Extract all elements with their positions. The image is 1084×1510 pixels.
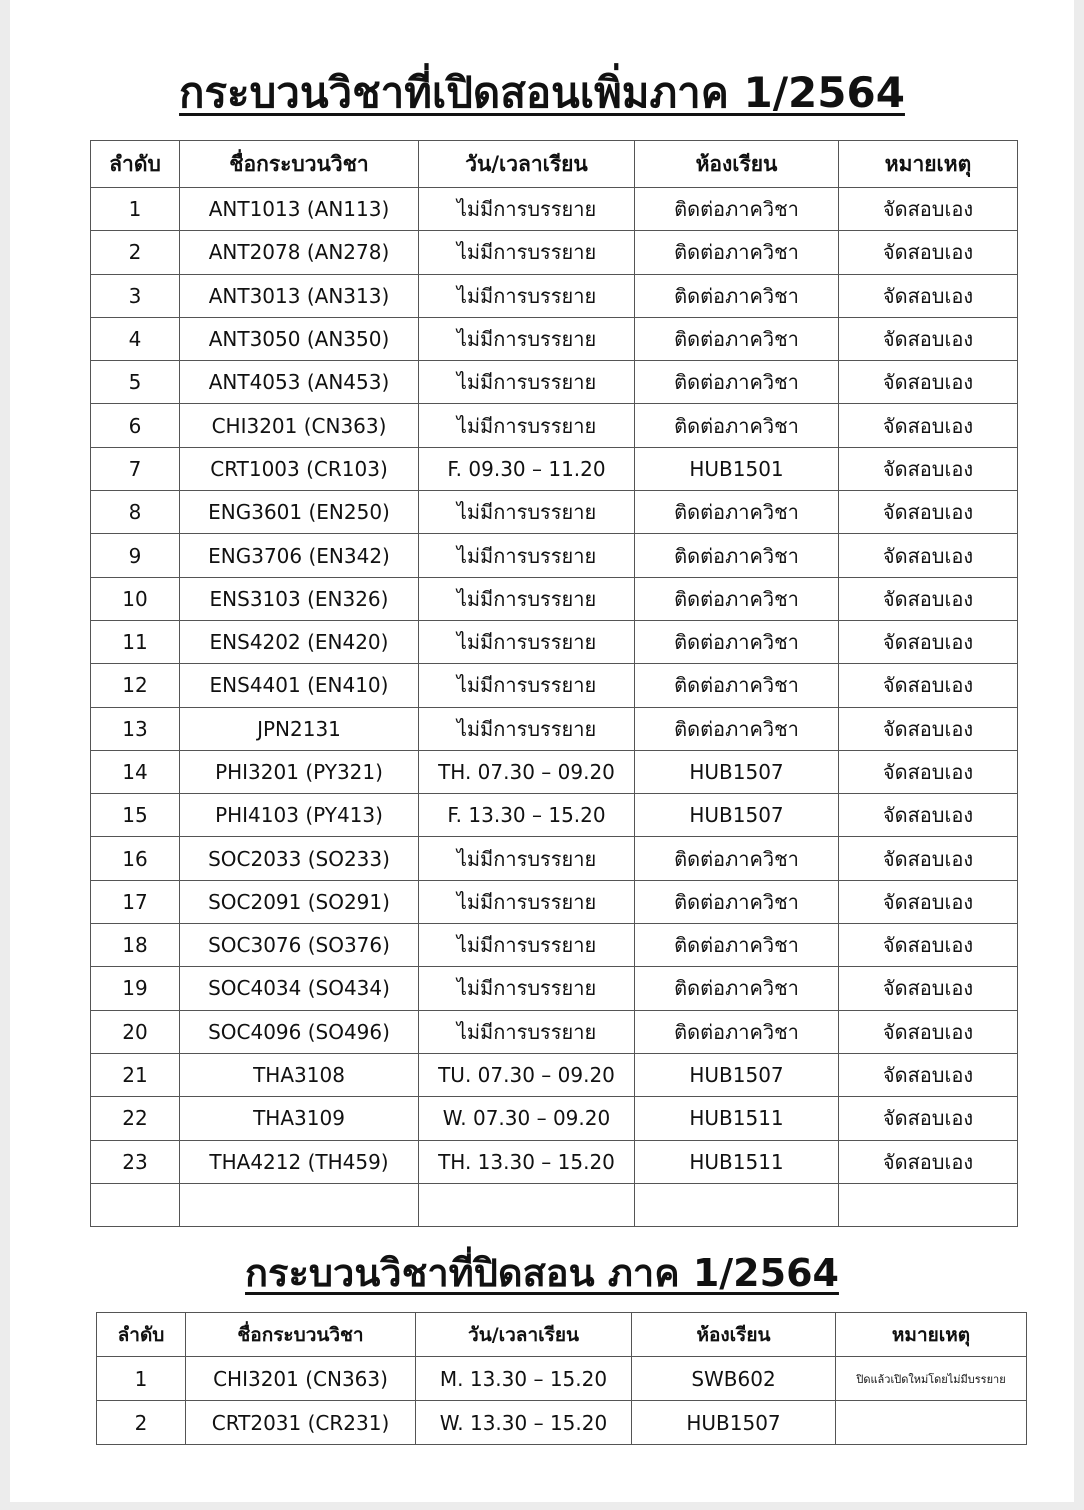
cell-time: ไม่มีการบรรยาย xyxy=(419,188,635,231)
cell-room: HUB1511 xyxy=(635,1097,839,1140)
cell-time: ไม่มีการบรรยาย xyxy=(419,924,635,967)
cell-course: SOC4034 (SO434) xyxy=(180,967,419,1010)
cell-note: จัดสอบเอง xyxy=(839,1053,1018,1096)
header-time: วัน/เวลาเรียน xyxy=(416,1313,632,1357)
table-row xyxy=(91,188,1018,231)
cell-no: 12 xyxy=(91,664,180,707)
cell-time: ไม่มีการบรรยาย xyxy=(419,837,635,880)
cell-course: ANT3050 (AN350) xyxy=(180,317,419,360)
cell-no: 8 xyxy=(91,491,180,534)
table-row xyxy=(91,837,1018,880)
cell-room: HUB1507 xyxy=(632,1401,836,1445)
cell-no: 10 xyxy=(91,577,180,620)
cell-note: จัดสอบเอง xyxy=(839,880,1018,923)
cell-no: 15 xyxy=(91,794,180,837)
cell-note: จัดสอบเอง xyxy=(839,317,1018,360)
cell-room: ติดต่อภาควิชา xyxy=(635,534,839,577)
cell-note: จัดสอบเอง xyxy=(839,967,1018,1010)
cell-time: ไม่มีการบรรยาย xyxy=(419,620,635,663)
cell-note: จัดสอบเอง xyxy=(839,1010,1018,1053)
cell-course: SOC3076 (SO376) xyxy=(180,924,419,967)
cell-note: จัดสอบเอง xyxy=(839,707,1018,750)
header-note: หมายเหตุ xyxy=(836,1313,1027,1357)
cell-course: ENS4401 (EN410) xyxy=(180,664,419,707)
cell-course: SOC2091 (SO291) xyxy=(180,880,419,923)
cell-time: ไม่มีการบรรยาย xyxy=(419,1010,635,1053)
cell-no: 16 xyxy=(91,837,180,880)
table-row xyxy=(91,967,1018,1010)
cell-room: HUB1507 xyxy=(635,750,839,793)
table-row xyxy=(91,1097,1018,1140)
cell-time: ไม่มีการบรรยาย xyxy=(419,404,635,447)
cell-no: 18 xyxy=(91,924,180,967)
cell-note xyxy=(839,1183,1018,1226)
cell-note: จัดสอบเอง xyxy=(839,447,1018,490)
cell-course: THA4212 (TH459) xyxy=(180,1140,419,1183)
cell-no: 1 xyxy=(91,188,180,231)
cell-note: จัดสอบเอง xyxy=(839,491,1018,534)
cell-no: 13 xyxy=(91,707,180,750)
cell-no: 3 xyxy=(91,274,180,317)
cell-room: ติดต่อภาควิชา xyxy=(635,707,839,750)
cell-note: จัดสอบเอง xyxy=(839,361,1018,404)
cell-course: ENG3601 (EN250) xyxy=(180,491,419,534)
cell-course: THA3109 xyxy=(180,1097,419,1140)
cell-no: 21 xyxy=(91,1053,180,1096)
cell-room: HUB1507 xyxy=(635,1053,839,1096)
cell-time: F. 09.30 – 11.20 xyxy=(419,447,635,490)
table-row xyxy=(91,1140,1018,1183)
table-row xyxy=(91,274,1018,317)
cell-no: 5 xyxy=(91,361,180,404)
cell-note: จัดสอบเอง xyxy=(839,664,1018,707)
cell-time: ไม่มีการบรรยาย xyxy=(419,231,635,274)
cell-time: ไม่มีการบรรยาย xyxy=(419,491,635,534)
table-row xyxy=(91,491,1018,534)
cell-no: 11 xyxy=(91,620,180,663)
cell-room xyxy=(635,1183,839,1226)
cell-time: W. 13.30 – 15.20 xyxy=(416,1401,632,1445)
table-row xyxy=(91,750,1018,793)
cell-note: จัดสอบเอง xyxy=(839,794,1018,837)
cell-note: จัดสอบเอง xyxy=(839,620,1018,663)
table-row xyxy=(91,1053,1018,1096)
header-no: ลำดับ xyxy=(97,1313,186,1357)
header-time: วัน/เวลาเรียน xyxy=(419,141,635,188)
cell-course: CRT1003 (CR103) xyxy=(180,447,419,490)
header-note: หมายเหตุ xyxy=(839,141,1018,188)
table-row xyxy=(97,1357,1027,1401)
cell-time: M. 13.30 – 15.20 xyxy=(416,1357,632,1401)
cell-no: 4 xyxy=(91,317,180,360)
cell-room: HUB1501 xyxy=(635,447,839,490)
cell-course: SOC4096 (SO496) xyxy=(180,1010,419,1053)
table-row xyxy=(91,404,1018,447)
cell-room: ติดต่อภาควิชา xyxy=(635,837,839,880)
cell-time: ไม่มีการบรรยาย xyxy=(419,274,635,317)
cell-course: THA3108 xyxy=(180,1053,419,1096)
cell-note: จัดสอบเอง xyxy=(839,534,1018,577)
cell-note: ปิดแล้วเปิดใหม่โดยไม่มีบรรยาย xyxy=(836,1357,1027,1401)
table-row xyxy=(91,880,1018,923)
cell-course: ANT3013 (AN313) xyxy=(180,274,419,317)
cell-note: จัดสอบเอง xyxy=(839,274,1018,317)
table-row xyxy=(91,794,1018,837)
cell-room: SWB602 xyxy=(632,1357,836,1401)
cell-time: TH. 13.30 – 15.20 xyxy=(419,1140,635,1183)
cell-note: จัดสอบเอง xyxy=(839,1140,1018,1183)
header-course: ชื่อกระบวนวิชา xyxy=(186,1313,416,1357)
cell-no: 19 xyxy=(91,967,180,1010)
cell-note: จัดสอบเอง xyxy=(839,837,1018,880)
cell-time: F. 13.30 – 15.20 xyxy=(419,794,635,837)
table-header-row xyxy=(91,141,1018,188)
cell-no: 1 xyxy=(97,1357,186,1401)
cell-course: ENS3103 (EN326) xyxy=(180,577,419,620)
cell-room: ติดต่อภาควิชา xyxy=(635,577,839,620)
cell-no: 2 xyxy=(91,231,180,274)
cell-course: CRT2031 (CR231) xyxy=(186,1401,416,1445)
header-no: ลำดับ xyxy=(91,141,180,188)
cell-time: ไม่มีการบรรยาย xyxy=(419,880,635,923)
header-course: ชื่อกระบวนวิชา xyxy=(180,141,419,188)
added-courses-table xyxy=(90,140,1018,1227)
table-header-row xyxy=(97,1313,1027,1357)
cell-time: TU. 07.30 – 09.20 xyxy=(419,1053,635,1096)
cell-no: 23 xyxy=(91,1140,180,1183)
cell-room: ติดต่อภาควิชา xyxy=(635,491,839,534)
cell-no xyxy=(91,1183,180,1226)
cell-note xyxy=(836,1401,1027,1445)
table-row xyxy=(91,707,1018,750)
cell-course: ANT2078 (AN278) xyxy=(180,231,419,274)
cell-time: ไม่มีการบรรยาย xyxy=(419,707,635,750)
cell-time: TH. 07.30 – 09.20 xyxy=(419,750,635,793)
cell-room: ติดต่อภาควิชา xyxy=(635,404,839,447)
cell-note: จัดสอบเอง xyxy=(839,924,1018,967)
cell-course: ANT4053 (AN453) xyxy=(180,361,419,404)
cell-note: จัดสอบเอง xyxy=(839,188,1018,231)
table-row xyxy=(91,231,1018,274)
header-room: ห้องเรียน xyxy=(632,1313,836,1357)
cell-note: จัดสอบเอง xyxy=(839,404,1018,447)
table-row xyxy=(91,361,1018,404)
cell-room: ติดต่อภาควิชา xyxy=(635,880,839,923)
cell-no: 22 xyxy=(91,1097,180,1140)
cell-course: PHI3201 (PY321) xyxy=(180,750,419,793)
header-room: ห้องเรียน xyxy=(635,141,839,188)
cell-time: ไม่มีการบรรยาย xyxy=(419,577,635,620)
cell-room: ติดต่อภาควิชา xyxy=(635,620,839,663)
cell-course: PHI4103 (PY413) xyxy=(180,794,419,837)
cell-course: ENS4202 (EN420) xyxy=(180,620,419,663)
cell-room: ติดต่อภาควิชา xyxy=(635,188,839,231)
table-row xyxy=(91,577,1018,620)
cell-time: ไม่มีการบรรยาย xyxy=(419,317,635,360)
cell-course: ANT1013 (AN113) xyxy=(180,188,419,231)
cell-room: ติดต่อภาควิชา xyxy=(635,664,839,707)
table-row xyxy=(91,1183,1018,1226)
cell-room: HUB1507 xyxy=(635,794,839,837)
cell-time: ไม่มีการบรรยาย xyxy=(419,664,635,707)
cell-course: CHI3201 (CN363) xyxy=(180,404,419,447)
cell-room: ติดต่อภาควิชา xyxy=(635,967,839,1010)
table-row xyxy=(91,1010,1018,1053)
cell-time: ไม่มีการบรรยาย xyxy=(419,967,635,1010)
cell-time: W. 07.30 – 09.20 xyxy=(419,1097,635,1140)
closed-courses-title: กระบวนวิชาที่ปิดสอน ภาค 1/2564 xyxy=(245,1251,839,1295)
cell-no: 9 xyxy=(91,534,180,577)
cell-no: 6 xyxy=(91,404,180,447)
cell-note: จัดสอบเอง xyxy=(839,1097,1018,1140)
table-row xyxy=(91,620,1018,663)
cell-course: JPN2131 xyxy=(180,707,419,750)
cell-room: HUB1511 xyxy=(635,1140,839,1183)
cell-time: ไม่มีการบรรยาย xyxy=(419,361,635,404)
cell-no: 20 xyxy=(91,1010,180,1053)
cell-note: จัดสอบเอง xyxy=(839,577,1018,620)
added-courses-title: กระบวนวิชาที่เปิดสอนเพิ่มภาค 1/2564 xyxy=(179,68,905,117)
cell-room: ติดต่อภาควิชา xyxy=(635,317,839,360)
table-row xyxy=(91,664,1018,707)
cell-note: จัดสอบเอง xyxy=(839,231,1018,274)
closed-courses-table xyxy=(96,1312,1027,1445)
cell-course xyxy=(180,1183,419,1226)
cell-time xyxy=(419,1183,635,1226)
cell-course: SOC2033 (SO233) xyxy=(180,837,419,880)
cell-course: ENG3706 (EN342) xyxy=(180,534,419,577)
table-row xyxy=(91,447,1018,490)
table-row xyxy=(91,317,1018,360)
cell-time: ไม่มีการบรรยาย xyxy=(419,534,635,577)
table-row xyxy=(97,1401,1027,1445)
cell-room: ติดต่อภาควิชา xyxy=(635,274,839,317)
table-row xyxy=(91,534,1018,577)
cell-room: ติดต่อภาควิชา xyxy=(635,924,839,967)
cell-course: CHI3201 (CN363) xyxy=(186,1357,416,1401)
cell-room: ติดต่อภาควิชา xyxy=(635,361,839,404)
cell-room: ติดต่อภาควิชา xyxy=(635,231,839,274)
cell-note: จัดสอบเอง xyxy=(839,750,1018,793)
cell-no: 7 xyxy=(91,447,180,490)
table-row xyxy=(91,924,1018,967)
cell-no: 17 xyxy=(91,880,180,923)
cell-no: 2 xyxy=(97,1401,186,1445)
cell-room: ติดต่อภาควิชา xyxy=(635,1010,839,1053)
cell-no: 14 xyxy=(91,750,180,793)
